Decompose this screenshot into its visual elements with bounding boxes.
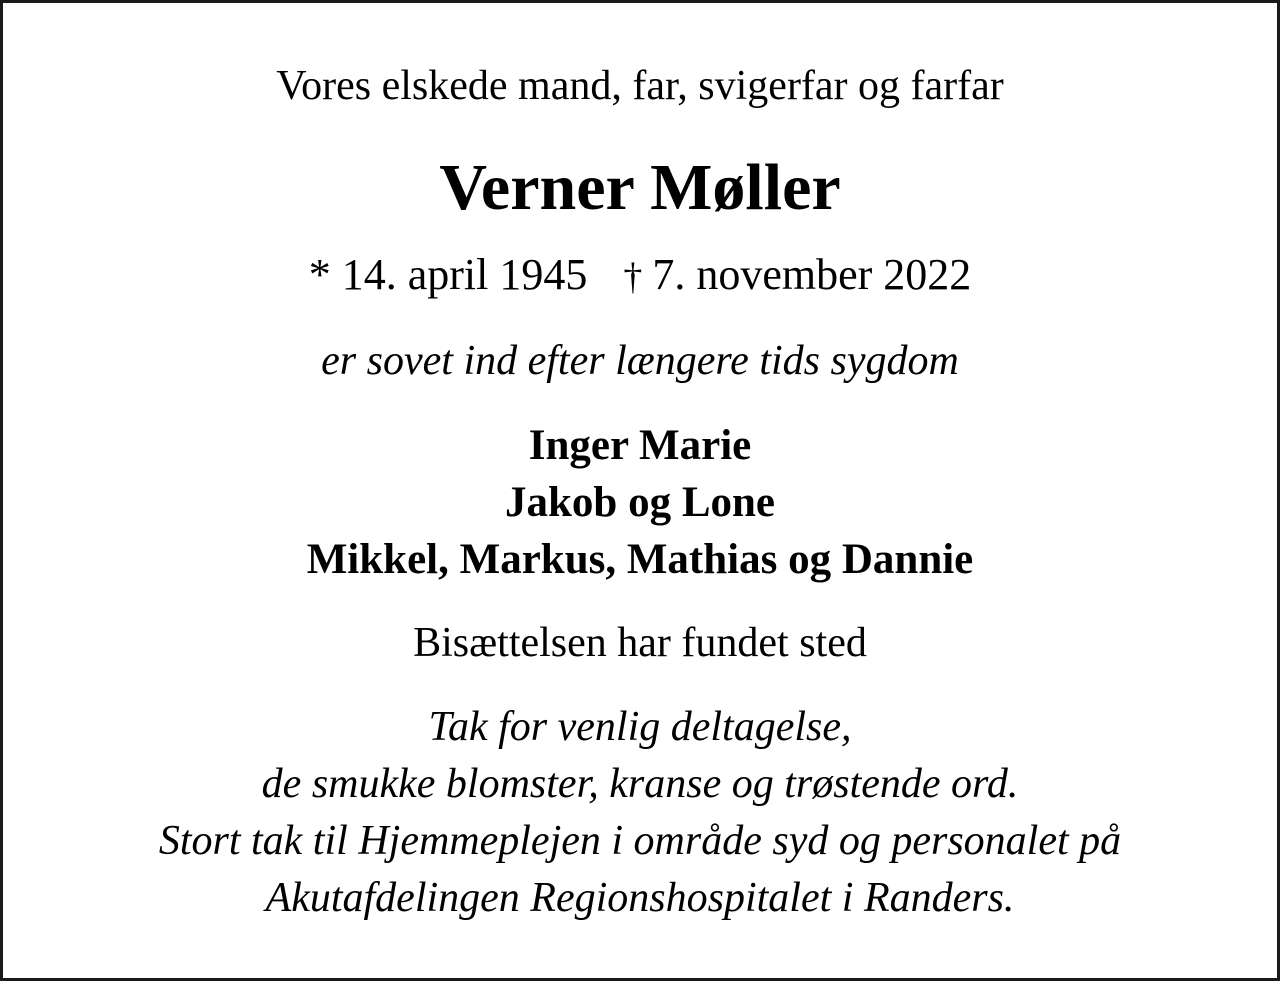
thanks-line: Akutafdelingen Regionshospitalet i Randers. <box>265 875 1015 921</box>
family-list <box>3 417 1277 588</box>
deceased-name: Verner Møller <box>439 151 841 224</box>
thanks-line: Tak for venlig deltagelse, <box>428 704 852 750</box>
life-dates <box>3 247 1277 305</box>
family-member-line: Inger Marie <box>528 422 752 469</box>
funeral-text: Bisættelsen har fundet sted <box>413 620 867 666</box>
death-date: 7. november 2022 <box>652 250 972 299</box>
family-member-line: Jakob og Lone <box>504 479 775 526</box>
death-cross-icon: † <box>623 256 643 298</box>
thanks-line: de smukke blomster, kranse og trøstende ord. <box>261 761 1019 807</box>
birth-date: 14. april 1945 <box>341 250 588 299</box>
cause-text: er sovet ind efter længere tids sygdom <box>321 338 959 384</box>
thanks-line: Stort tak til Hjemmeplejen i område syd og personalet på <box>158 818 1122 864</box>
thanks-text <box>3 699 1277 927</box>
family-member-line: Mikkel, Markus, Mathias og Dannie <box>306 536 974 583</box>
birth-symbol: * <box>308 250 331 299</box>
intro-text: Vores elskede mand, far, svigerfar og farfar <box>276 63 1004 109</box>
